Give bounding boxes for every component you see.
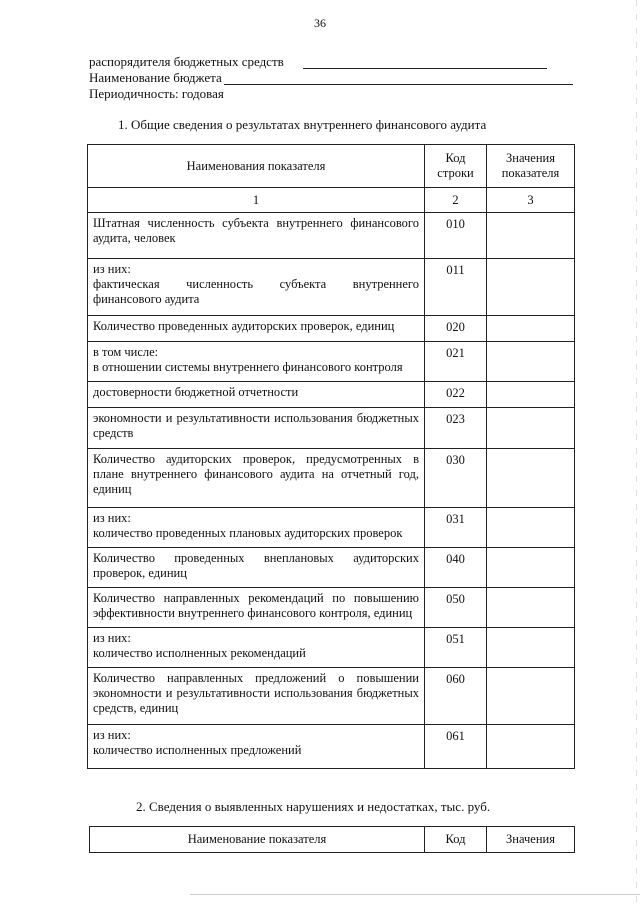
row-value (487, 408, 575, 449)
section1-title: 1. Общие сведения о результатах внутреннего финансового аудита (118, 117, 487, 132)
header-code: Код (425, 827, 487, 853)
row-code: 022 (425, 382, 487, 408)
row-name: Количество проведенных внеплановых аудиторских проверок, единиц (88, 548, 425, 588)
table-row (88, 382, 575, 408)
table-row (88, 508, 575, 548)
audit-summary-table (87, 144, 575, 769)
table-row (88, 588, 575, 628)
row-name: экономности и результативности использования бюджетных средств (88, 408, 425, 449)
distributor-fill-line (303, 68, 547, 69)
table-row (88, 259, 575, 316)
header-line-periodicity: Периодичность: годовая (89, 86, 224, 101)
row-code: 021 (425, 342, 487, 382)
column-number-row (88, 188, 575, 213)
row-name: Количество проведенных аудиторских проверок, единиц (88, 316, 425, 342)
row-value (487, 213, 575, 259)
row-name-intro: в том числе: (93, 345, 159, 359)
row-value (487, 668, 575, 725)
row-code: 051 (425, 628, 487, 668)
table-row (88, 408, 575, 449)
table-row (88, 548, 575, 588)
row-value (487, 316, 575, 342)
page-number: 36 (314, 16, 326, 30)
column-number: 1 (88, 188, 425, 213)
row-value (487, 508, 575, 548)
row-value (487, 588, 575, 628)
table-row (88, 449, 575, 508)
scan-edge-artifact (636, 0, 637, 905)
row-code: 040 (425, 548, 487, 588)
column-number: 2 (425, 188, 487, 213)
row-name-cell (88, 508, 425, 548)
row-code: 050 (425, 588, 487, 628)
row-name: Количество направленных предложений о повышении экономности и результативности использования бюджетных средств, единиц (88, 668, 425, 725)
row-name: количество проведенных плановых аудиторских проверок (93, 526, 403, 540)
row-value (487, 449, 575, 508)
header-code: Код строки (425, 145, 487, 188)
header-name: Наименования показателя (88, 145, 425, 188)
header-name: Наименование показателя (90, 827, 425, 853)
row-value (487, 382, 575, 408)
table-row (88, 725, 575, 769)
row-code: 023 (425, 408, 487, 449)
row-value (487, 342, 575, 382)
column-number: 3 (487, 188, 575, 213)
row-value (487, 548, 575, 588)
row-name-cell (88, 725, 425, 769)
row-name-cell (88, 628, 425, 668)
row-name-intro: из них: (93, 262, 131, 276)
row-name: Количество направленных рекомендаций по повышению эффективности внутреннего финансового контроля, единиц (88, 588, 425, 628)
table-header-row (90, 827, 575, 853)
table-row (88, 628, 575, 668)
row-name-intro: из них: (93, 511, 131, 525)
section2-title: 2. Сведения о выявленных нарушениях и недостатках, тыс. руб. (136, 799, 491, 814)
row-name-intro: из них: (93, 631, 131, 645)
row-name: количество исполненных предложений (93, 743, 302, 757)
row-name: достоверности бюджетной отчетности (88, 382, 425, 408)
row-name: фактическая численность субъекта внутреннего финансового аудита (93, 277, 419, 306)
row-code: 060 (425, 668, 487, 725)
header-line-distributor: распорядителя бюджетных средств (89, 54, 284, 69)
row-name: количество исполненных рекомендаций (93, 646, 306, 660)
row-name: в отношении системы внутреннего финансового контроля (93, 360, 403, 374)
row-value (487, 725, 575, 769)
table-row (88, 668, 575, 725)
table-row (88, 316, 575, 342)
row-code: 030 (425, 449, 487, 508)
row-code: 031 (425, 508, 487, 548)
row-name-intro: из них: (93, 728, 131, 742)
table-row (88, 213, 575, 259)
violations-table-header (89, 826, 575, 853)
row-code: 010 (425, 213, 487, 259)
header-value: Значения (487, 827, 575, 853)
header-value: Значения показателя (487, 145, 575, 188)
budget-name-fill-line (224, 84, 573, 85)
scan-bottom-edge (190, 894, 640, 895)
row-name: Штатная численность субъекта внутреннего финансового аудита, человек (88, 213, 425, 259)
row-value (487, 628, 575, 668)
table-row (88, 342, 575, 382)
row-value (487, 259, 575, 316)
row-code: 020 (425, 316, 487, 342)
row-code: 061 (425, 725, 487, 769)
row-name-cell (88, 342, 425, 382)
table-header-row (88, 145, 575, 188)
row-name-cell (88, 259, 425, 316)
row-name: Количество аудиторских проверок, предусмотренных в плане внутреннего финансового аудита на отчетный год, единиц (88, 449, 425, 508)
header-line-budget-name: Наименование бюджета (89, 70, 222, 85)
row-code: 011 (425, 259, 487, 316)
